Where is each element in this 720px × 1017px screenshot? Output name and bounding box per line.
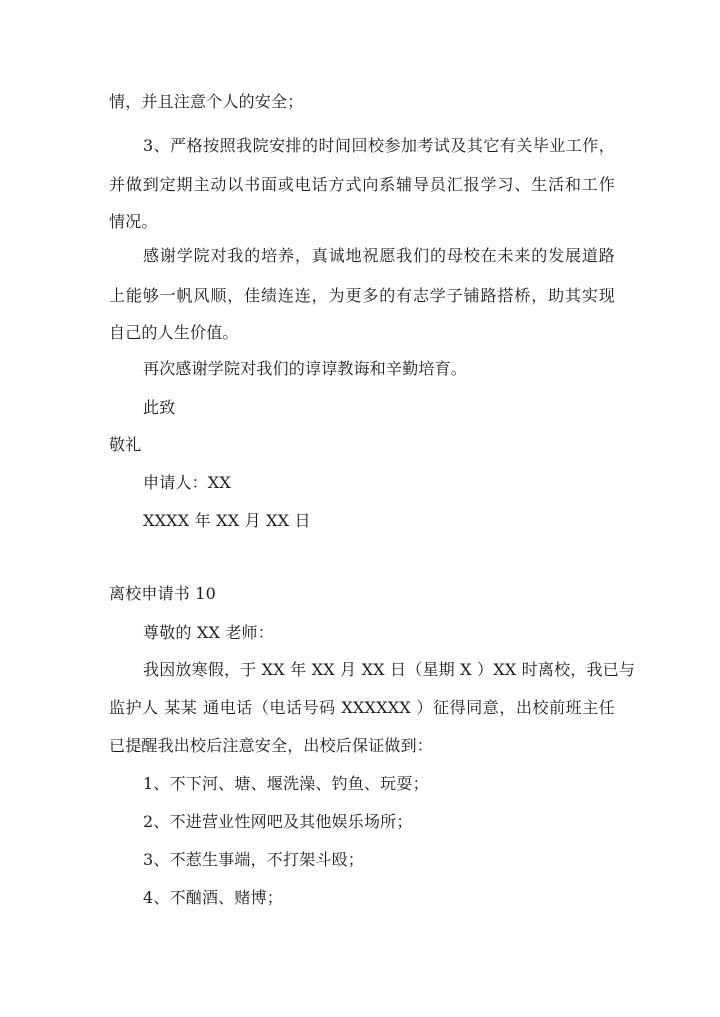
application-date: XXXX 年 XX 月 XX 日 bbox=[143, 511, 311, 530]
paragraph-continuation: 情，并且注意个人的安全； bbox=[109, 92, 304, 111]
list-item: 4、不酗酒、赌博； bbox=[143, 888, 283, 907]
body-line-2: 监护人 某某 通电话（电话号码 XXXXXX ）征得同意，出校前班主任 bbox=[109, 698, 615, 717]
thanks-line-2: 上能够一帆风顺，佳绩连连，为更多的有志学子铺路搭桥，助其实现 bbox=[109, 286, 615, 305]
salutation: 尊敬的 XX 老师： bbox=[143, 623, 274, 642]
item-3-line-3: 情况。 bbox=[109, 212, 158, 231]
thanks-again: 再次感谢学院对我们的谆谆教诲和辛勤培育。 bbox=[143, 359, 468, 378]
thanks-line-3: 自己的人生价值。 bbox=[109, 323, 239, 342]
section-heading: 离校申请书 10 bbox=[109, 584, 217, 603]
body-line-3: 已提醒我出校后注意安全，出校后保证做到： bbox=[109, 736, 434, 755]
item-3-line-2: 并做到定期主动以书面或电话方式向系辅导员汇报学习、生活和工作 bbox=[109, 175, 615, 194]
list-item: 3、不惹生事端，不打架斗殴； bbox=[143, 850, 364, 869]
item-3-line-1: 3、严格按照我院安排的时间回校参加考试及其它有关毕业工作， bbox=[143, 136, 615, 155]
applicant-signature: 申请人：XX bbox=[143, 473, 231, 492]
thanks-line-1: 感谢学院对我的培养，真诚地祝愿我们的母校在未来的发展道路 bbox=[143, 246, 615, 265]
closing-cizhi: 此致 bbox=[143, 398, 176, 417]
body-line-1: 我因放寒假，于 XX 年 XX 月 XX 日（星期 X ）XX 时离校，我已与 bbox=[143, 660, 636, 679]
list-item: 1、不下河、塘、堰洗澡、钓鱼、玩耍； bbox=[143, 774, 429, 793]
closing-jingli: 敬礼 bbox=[109, 435, 142, 454]
list-item: 2、不进营业性网吧及其他娱乐场所； bbox=[143, 812, 413, 831]
